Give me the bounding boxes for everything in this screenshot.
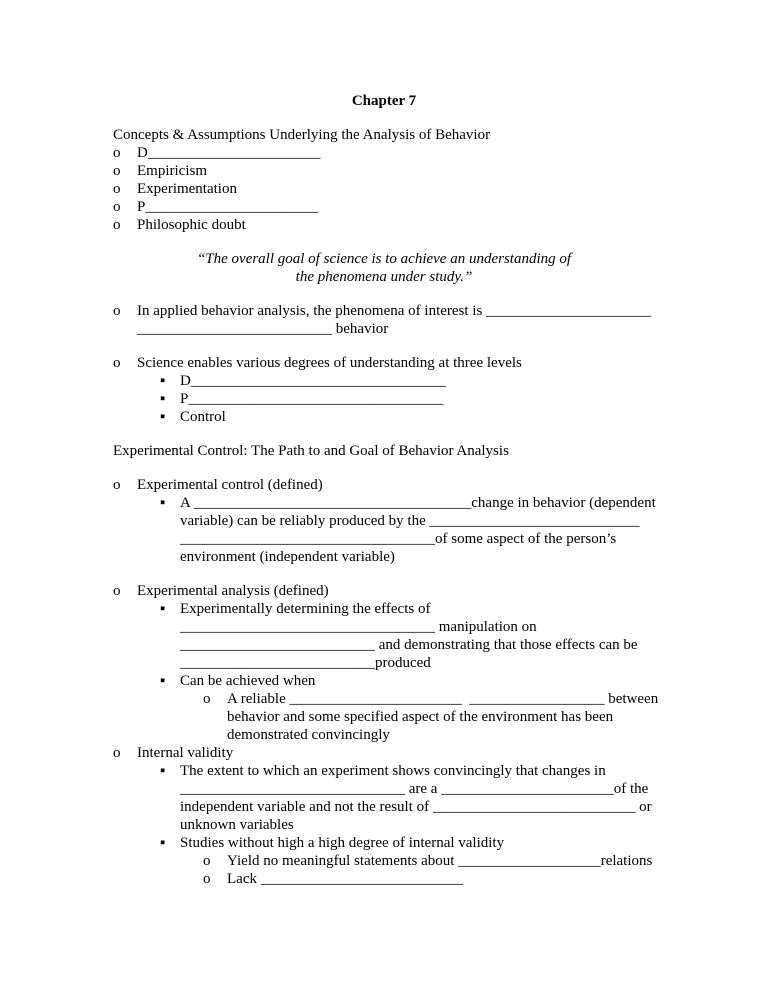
circle-bullet-icon: o (113, 583, 121, 599)
body-text: Lack ___________________________ (227, 871, 464, 887)
body-text: Experimental analysis (defined) (137, 583, 329, 599)
body-text: Experimentally determining the effects of (180, 601, 431, 617)
square-bullet-icon: ▪ (160, 601, 166, 617)
body-text: Yield no meaningful statements about ___________________relations (227, 853, 653, 869)
body-text: __________________________produced (180, 655, 431, 671)
square-bullet-icon: ▪ (160, 835, 166, 851)
body-text: __________________________ behavior (137, 321, 389, 337)
circle-bullet-icon: o (113, 163, 121, 179)
list-item: D__________________________________ (180, 373, 446, 389)
circle-bullet-icon: o (113, 303, 121, 319)
section-heading: Concepts & Assumptions Underlying the Analysis of Behavior (113, 127, 491, 143)
body-text: demonstrated convincingly (227, 727, 390, 743)
list-item: Empiricism (137, 163, 207, 179)
body-text: In applied behavior analysis, the phenomena of interest is ______________________ (137, 303, 652, 319)
page-title: Chapter 7 (351, 93, 417, 109)
body-text: Internal validity (137, 745, 234, 761)
circle-bullet-icon: o (113, 199, 121, 215)
circle-bullet-icon: o (203, 871, 211, 887)
body-text: __________________________ and demonstrating that those effects can be (180, 637, 638, 653)
circle-bullet-icon: o (113, 355, 121, 371)
section-heading: Experimental Control: The Path to and Goal of Behavior Analysis (113, 443, 509, 459)
circle-bullet-icon: o (203, 853, 211, 869)
list-item: D_______________________ (137, 145, 321, 161)
body-text: behavior and some specified aspect of the environment has been (227, 709, 614, 725)
square-bullet-icon: ▪ (160, 495, 166, 511)
list-item: Control (180, 409, 226, 425)
body-text: __________________________________ manipulation on (180, 619, 537, 635)
list-item: Philosophic doubt (137, 217, 246, 233)
body-text: Science enables various degrees of understanding at three levels (137, 355, 522, 371)
square-bullet-icon: ▪ (160, 391, 166, 407)
square-bullet-icon: ▪ (160, 673, 166, 689)
list-item: P__________________________________ (180, 391, 444, 407)
circle-bullet-icon: o (203, 691, 211, 707)
body-text: ______________________________ are a _______________________of the (180, 781, 649, 797)
body-text: Experimental control (defined) (137, 477, 323, 493)
body-text: A _____________________________________change in behavior (dependent (180, 495, 656, 511)
body-text: A reliable _______________________ __________________ between (227, 691, 659, 707)
circle-bullet-icon: o (113, 745, 121, 761)
list-item: Experimentation (137, 181, 237, 197)
body-text: unknown variables (180, 817, 294, 833)
square-bullet-icon: ▪ (160, 763, 166, 779)
body-text: independent variable and not the result of ___________________________ or (180, 799, 652, 815)
quote-line: “The overall goal of science is to achieve an understanding of (196, 251, 572, 267)
circle-bullet-icon: o (113, 181, 121, 197)
circle-bullet-icon: o (113, 145, 121, 161)
body-text: variable) can be reliably produced by the ____________________________ (180, 513, 640, 529)
body-text: __________________________________of some aspect of the person’s (180, 531, 617, 547)
circle-bullet-icon: o (113, 477, 121, 493)
circle-bullet-icon: o (113, 217, 121, 233)
body-text: environment (independent variable) (180, 549, 395, 565)
square-bullet-icon: ▪ (160, 373, 166, 389)
body-text: Studies without high a high degree of internal validity (180, 835, 505, 851)
quote-line: the phenomena under study.” (295, 269, 473, 285)
body-text: Can be achieved when (180, 673, 316, 689)
body-text: The extent to which an experiment shows convincingly that changes in (180, 763, 606, 779)
square-bullet-icon: ▪ (160, 409, 166, 425)
list-item: P_______________________ (137, 199, 318, 215)
